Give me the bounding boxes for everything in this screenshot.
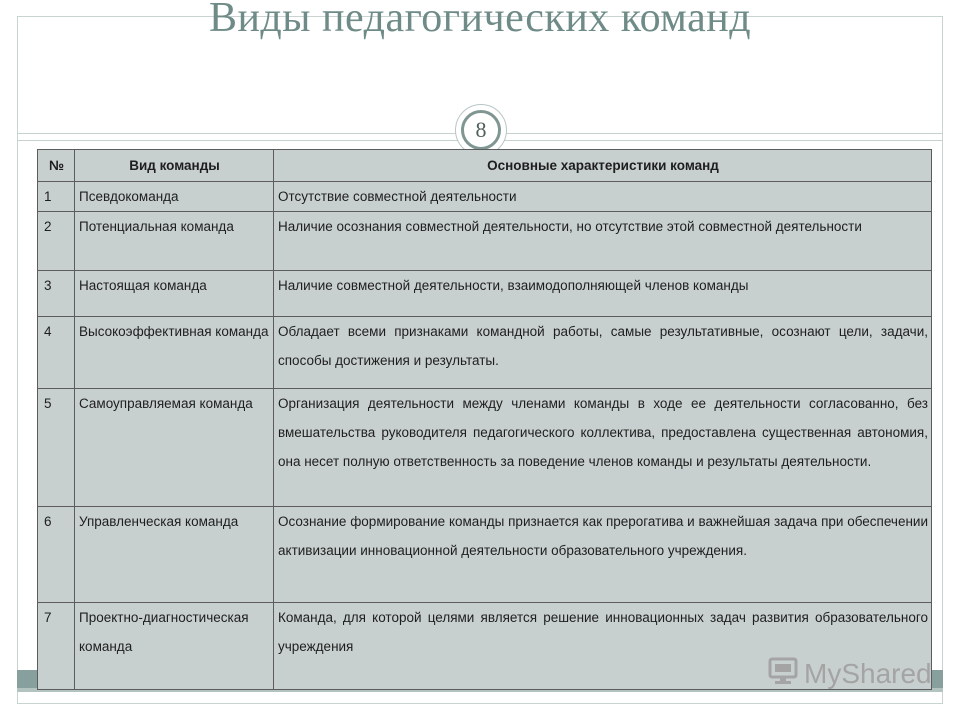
monitor-icon [768,656,798,693]
table-header-row [38,150,932,182]
row-description: Команда, для которой целями является решение инновационных задач развития образовательного учреждения [274,603,932,690]
row-description: Отсутствие совместной деятельности [274,182,932,212]
row-number: 6 [38,507,75,603]
row-description: Наличие совместной деятельности, взаимодополняющей членов команды [274,271,932,317]
row-description: Наличие осознания совместной деятельности, но отсутствие этой совместной деятельности [274,212,932,271]
row-team-type: Управленческая команда [75,507,274,603]
row-team-type: Проектно-диагностическая команда [75,603,274,690]
row-number: 4 [38,317,75,389]
row-team-type: Псевдокоманда [75,182,274,212]
slide-title: Виды педагогических команд [208,0,752,41]
row-team-type: Потенциальная команда [75,212,274,271]
header-team-type: Вид команды [75,150,274,182]
row-team-type: Настоящая команда [75,271,274,317]
table-row [38,212,932,271]
page-number: 8 [461,110,501,150]
table-row [38,271,932,317]
row-description: Обладает всеми признаками командной работы, самые результативные, осознают цели, задачи, способы достижения и результаты. [274,317,932,389]
watermark-text: MyShared [804,658,932,689]
row-number: 3 [38,271,75,317]
row-number: 5 [38,389,75,507]
table-row [38,507,932,603]
row-number: 1 [38,182,75,212]
header-number: № [38,150,75,182]
table-row [38,389,932,507]
row-number: 7 [38,603,75,690]
row-description: Организация деятельности между членами команды в ходе ее деятельности согласованно, без вмешательства руководителя педагогического коллектива, предоставлена существенная автономия, она несет полную ответственность за поведение членов команды и результаты деятельности. [274,389,932,507]
table-row [38,317,932,389]
myshared-watermark [768,656,932,692]
row-description: Осознание формирование команды признается как прерогатива и важнейшая задача при обеспечении активизации инновационной деятельности образовательного учреждения. [274,507,932,603]
header-characteristics: Основные характеристики команд [274,150,932,182]
row-team-type: Высокоэффективная команда [75,317,274,389]
table-row [38,182,932,212]
team-types-table [37,149,932,690]
row-team-type: Самоуправляемая команда [75,389,274,507]
row-number: 2 [38,212,75,271]
